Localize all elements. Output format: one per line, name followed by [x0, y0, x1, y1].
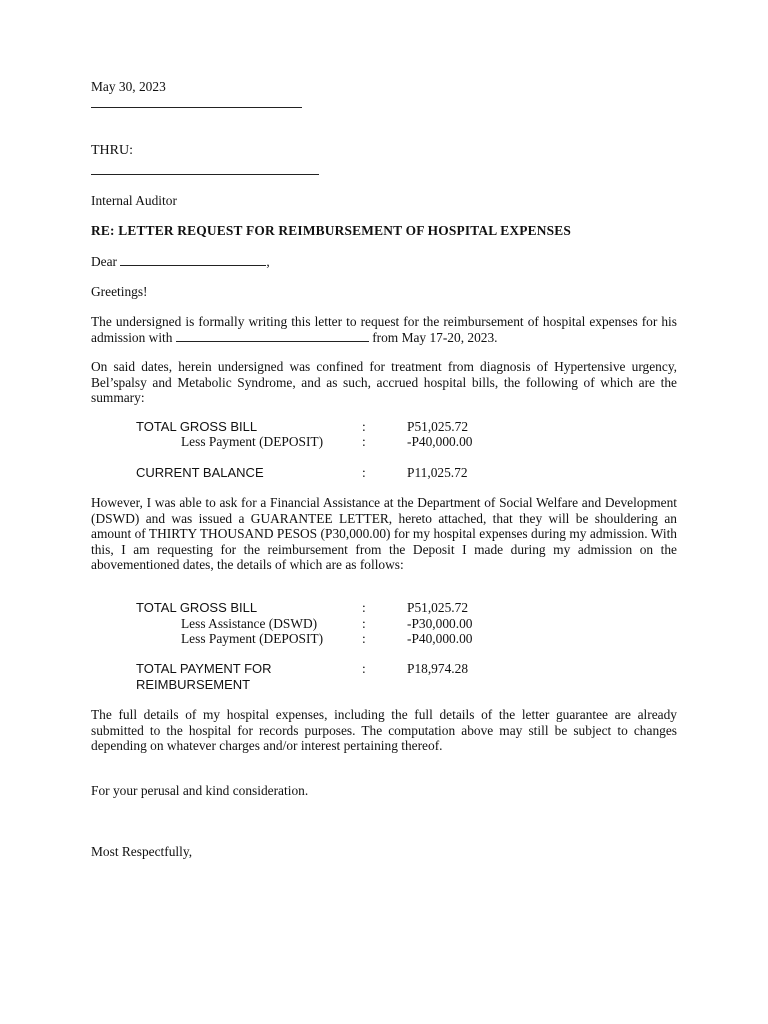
row-label: TOTAL GROSS BILL	[136, 419, 258, 434]
thru-blank-line	[91, 174, 319, 175]
table-row	[0, 434, 768, 450]
greeting: Greetings!	[91, 284, 148, 299]
paragraph-details: The full details of my hospital expenses, including the full details of the letter guarantee are already submitted to the hospital for records purposes. The computation above may still be subject to changes depending on whatever charges and/or interest pertaining thereof.	[91, 707, 677, 753]
salutation-blank	[120, 254, 266, 266]
row-label: Less Payment (DEPOSIT)	[181, 631, 324, 646]
table-row-continued	[0, 677, 768, 693]
row-label-continued: REIMBURSEMENT	[136, 677, 251, 692]
row-colon: :	[362, 465, 366, 480]
row-amount: -P30,000.00	[407, 616, 473, 631]
letter-date: May 30, 2023	[91, 79, 166, 94]
row-colon: :	[362, 631, 366, 646]
row-label: Less Assistance (DSWD)	[181, 616, 318, 631]
row-amount: P51,025.72	[407, 600, 469, 615]
row-amount: -P40,000.00	[407, 631, 473, 646]
auditor-title: Internal Auditor	[91, 193, 177, 208]
row-label: CURRENT BALANCE	[136, 465, 264, 480]
paragraph-request-dates: from May 17-20, 2023.	[372, 329, 498, 345]
row-colon: :	[362, 434, 366, 449]
row-colon: :	[362, 616, 366, 631]
salutation	[91, 254, 270, 270]
salutation-suffix: ,	[266, 254, 270, 269]
table-row	[0, 419, 768, 435]
salutation-prefix: Dear	[91, 254, 118, 269]
row-label: Less Payment (DEPOSIT)	[181, 434, 324, 449]
closing-consideration: For your perusal and kind consideration.	[91, 783, 309, 798]
thru-label: THRU:	[91, 143, 133, 158]
row-colon: :	[362, 661, 366, 676]
addressee-blank-line	[91, 107, 302, 108]
table-row	[0, 631, 768, 647]
row-colon: :	[362, 419, 366, 434]
table-row	[0, 600, 768, 616]
row-amount: P11,025.72	[407, 465, 468, 480]
paragraph-assistance: However, I was able to ask for a Financial Assistance at the Department of Social Welfare and Development (DSWD) and was issued a GUARANTEE LETTER, hereto attached, that they will be shouldering an amount of THIRTY THOUSAND PESOS (P30,000.00) for my hospital expenses during my admission. With this, I am requesting for the reimbursement from the Deposit I made during my admission on the abovementioned dates, the details of which are as follows:	[91, 495, 677, 572]
paragraph-request-text: The undersigned is formally writing this letter to request for the reimbursement of hospital expenses for his admission with	[91, 314, 677, 345]
row-label: TOTAL GROSS BILL	[136, 600, 258, 615]
row-amount: -P40,000.00	[407, 434, 473, 449]
row-label: TOTAL PAYMENT FOR	[136, 661, 272, 676]
row-colon: :	[362, 600, 366, 615]
table-row	[0, 616, 768, 632]
table-row	[0, 465, 768, 481]
subject-line: RE: LETTER REQUEST FOR REIMBURSEMENT OF HOSPITAL EXPENSES	[91, 223, 572, 238]
hospital-blank	[176, 330, 369, 342]
table-row	[0, 661, 768, 677]
paragraph-diagnosis: On said dates, herein undersigned was confined for treatment from diagnosis of Hypertensive urgency, Bel’spalsy and Metabolic Syndrome, and as such, accrued hospital bills, the following of which are the summary:	[91, 359, 677, 405]
paragraph-request	[91, 314, 677, 345]
closing-signoff: Most Respectfully,	[91, 844, 193, 859]
row-amount: P18,974.28	[407, 661, 469, 676]
row-amount: P51,025.72	[407, 419, 469, 434]
